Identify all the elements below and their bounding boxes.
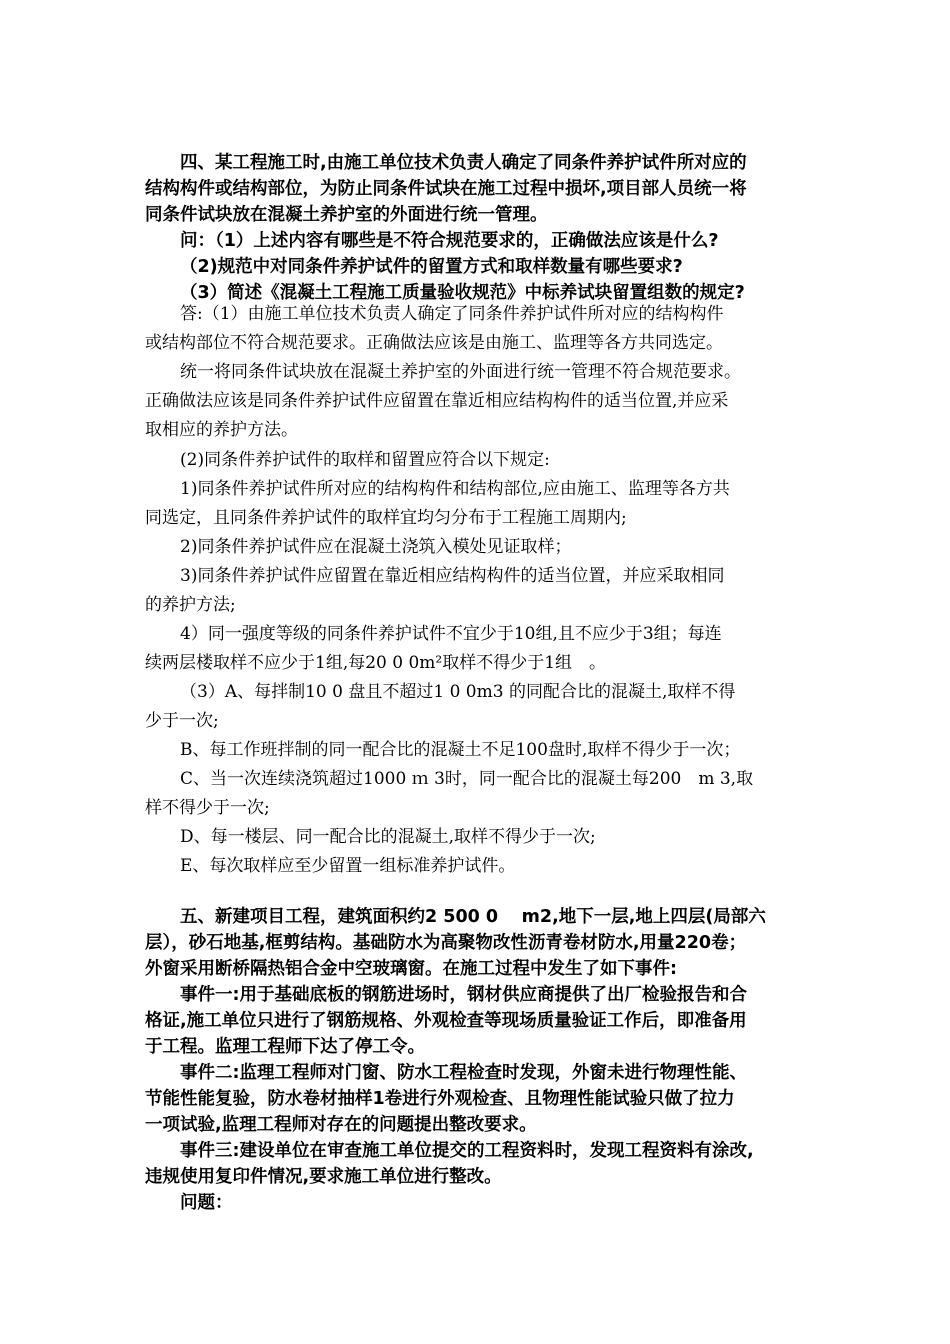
answer-line: D、每一楼层、同一配合比的混凝土,取样不得少于一次; (180, 827, 596, 847)
section5-line: 一项试验,监理工程师对存在的问题提出整改要求。 (145, 1115, 537, 1135)
section4-ask-line: （3）简述《混凝土工程施工质量验收规范》中标养试块留置组数的规定? (180, 283, 745, 303)
section4-question-line: 结构构件或结构部位，为防止同条件试块在施工过程中损坏,项目部人员统一将 (145, 179, 747, 199)
answer-line: 少于一次; (145, 711, 219, 731)
answer-line: 的养护方法; (145, 595, 236, 615)
section4-question-line: 同条件试块放在混凝土养护室的外面进行统一管理。 (145, 205, 548, 225)
answer-line: 统一将同条件试块放在混凝土养护室的外面进行统一管理不符合规范要求。 (180, 362, 741, 382)
answer-line: 3)同条件养护试件应留置在靠近相应结构构件的适当位置，并应采取相同 (180, 566, 725, 586)
section5-line: 层），砂石地基,框剪结构。基础防水为高聚物改性沥青卷材防水,用量220卷； (145, 933, 747, 953)
answer-line: C、当一次连续浇筑超过1000 ｍ 3时，同一配合比的混凝土每200 m 3,取 (180, 769, 754, 789)
answer-line: 样不得少于一次; (145, 798, 270, 818)
section5-line: 格证,施工单位只进行了钢筋规格、外观检查等现场质量验证工作后，即准备用 (145, 1011, 747, 1031)
section5-line: 事件三:建设单位在审查施工单位提交的工程资料时，发现工程资料有涂改, (180, 1141, 754, 1161)
section5-line: 问题： (180, 1193, 233, 1213)
section4-ask-line: （2)规范中对同条件养护试件的留置方式和取样数量有哪些要求? (180, 257, 683, 277)
section5-line: 节能性能复验，防水卷材抽样1卷进行外观检查、且物理性能试验只做了拉力 (145, 1089, 735, 1109)
section5-line: 事件二:监理工程师对门窗、防水工程检查时发现，外窗未进行物理性能、 (180, 1063, 747, 1083)
answer-line: 答:（1）由施工单位技术负责人确定了同条件养护试件所对应的结构构件 (180, 304, 724, 324)
answer-line: (2)同条件养护试件的取样和留置应符合以下规定: (180, 450, 550, 470)
answer-line: 4）同一强度等级的同条件养护试件不宜少于10组,且不应少于3组；每连 (180, 624, 722, 644)
section5-line: 五、新建项目工程，建筑面积约2 500 0 m2,地下一层,地上四层(局部六 (180, 907, 766, 927)
answer-line: 同选定，且同条件养护试件的取样宜均匀分布于工程施工周期内; (145, 508, 627, 528)
section4-question-line: 四、某工程施工时,由施工单位技术负责人确定了同条件养护试件所对应的 (180, 153, 747, 173)
answer-line: B、每工作班拌制的同一配合比的混凝土不足100盘时,取样不得少于一次； (180, 740, 741, 760)
section5-line: 外窗采用断桥隔热铝合金中空玻璃窗。在施工过程中发生了如下事件: (145, 959, 677, 979)
answer-line: 2)同条件养护试件应在混凝土浇筑入模处见证取样； (180, 537, 572, 557)
answer-line: 或结构部位不符合规范要求。正确做法应该是由施工、监理等各方共同选定。 (145, 333, 723, 353)
section5-line: 于工程。监理工程师下达了停工令。 (145, 1037, 425, 1057)
answer-line: 1)同条件养护试件所对应的结构构件和结构部位,应由施工、监理等各方共 (180, 479, 730, 499)
section5-line: 事件一:用于基础底板的钢筋进场时，钢材供应商提供了出厂检验报告和合 (180, 985, 747, 1005)
section4-ask-line: 问：（1）上述内容有哪些是不符合规范要求的，正确做法应该是什么? (180, 231, 719, 251)
answer-line: E、每次取样应至少留置一组标准养护试件。 (180, 856, 516, 876)
answer-line: （3）A、每拌制10 0 盘且不超过1 0 0m3 的同配合比的混凝土,取样不得 (180, 682, 736, 702)
section5-line: 违规使用复印件情况,要求施工单位进行整改。 (145, 1167, 502, 1187)
answer-line: 续两层楼取样不应少于1组,每20 0 0m²取样不得少于1组 。 (145, 653, 607, 673)
answer-line: 取相应的养护方法。 (145, 420, 298, 440)
answer-line: 正确做法应该是同条件养护试件应留置在靠近相应结构构件的适当位置,并应采 (145, 391, 729, 411)
